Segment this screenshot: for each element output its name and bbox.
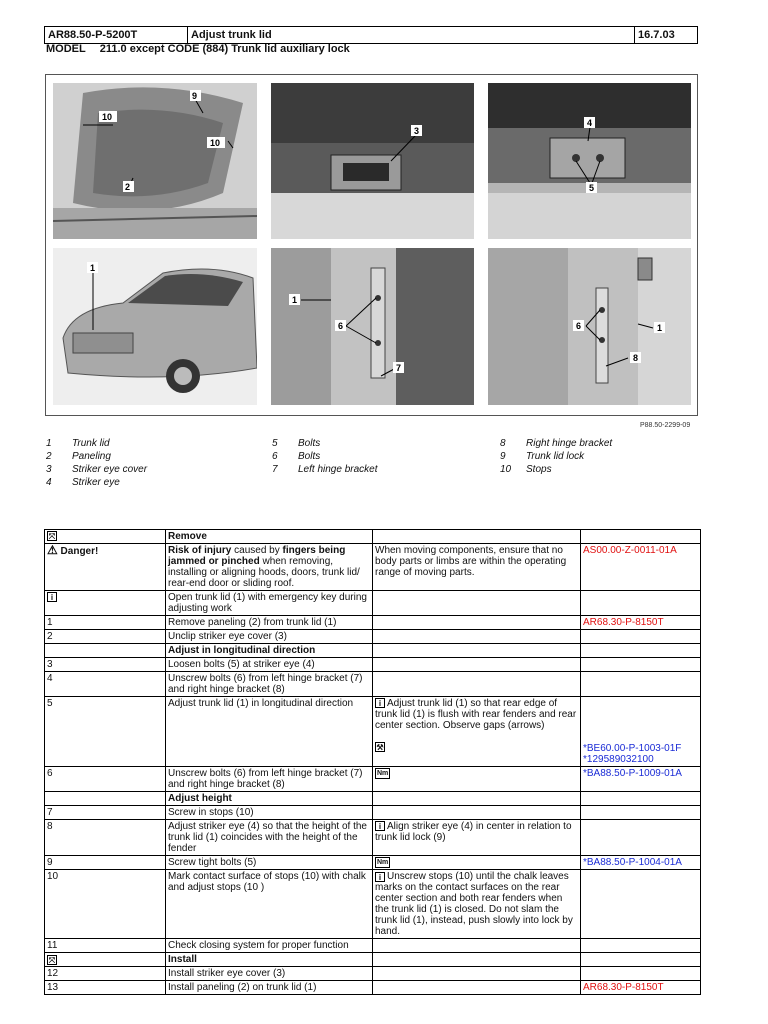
legend-col-2 bbox=[272, 438, 378, 477]
table-row: 12 Install striker eye cover (3) bbox=[45, 967, 701, 981]
legend-col-1 bbox=[46, 438, 147, 490]
photo-car-rear bbox=[53, 248, 257, 405]
figure-id: P88.50-2299-09 bbox=[640, 422, 691, 429]
p3-callout-4: 4 bbox=[587, 118, 593, 128]
ref-link[interactable]: *BE60.00-P-1003-01F bbox=[583, 743, 682, 754]
p1-callout-10b: 10 bbox=[210, 138, 221, 148]
ref-link[interactable]: *BA88.50-P-1009-01A bbox=[581, 767, 701, 792]
legend-item: 10 Stops bbox=[500, 464, 552, 475]
table-row: ⚠ Danger! Risk of injury caused by fingers being jammed or pinched when removing, installing or aligning hoods, doors, trunk lid/ rear-end door or sliding roof. When moving components, ensure that no body parts or limbs are within the operating range of moving parts. AS00.00-Z-0011-01A bbox=[45, 544, 701, 591]
install-icon: ⤧ bbox=[48, 955, 56, 965]
photo-striker-eye bbox=[488, 83, 691, 239]
p6-callout-6: 6 bbox=[576, 321, 582, 331]
info-icon: i bbox=[47, 592, 57, 602]
legend-item: 9 Trunk lid lock bbox=[500, 451, 585, 462]
danger-note: When moving components, ensure that no body parts or limbs are within the operating range of moving parts. bbox=[373, 544, 581, 591]
table-row: 11 Check closing system for proper function bbox=[45, 939, 701, 953]
photo-right-hinge bbox=[488, 248, 691, 405]
section-heading-remove: Remove bbox=[166, 530, 373, 544]
doc-title: Adjust trunk lid bbox=[188, 27, 635, 44]
legend-item: 3 Striker eye cover bbox=[46, 464, 148, 475]
document-header bbox=[44, 26, 698, 44]
table-row bbox=[45, 953, 701, 967]
legend-item: 8 Right hinge bracket bbox=[500, 438, 613, 449]
info-icon: i bbox=[375, 821, 385, 831]
model-text: 211.0 except CODE (884) Trunk lid auxiliary lock bbox=[99, 43, 350, 55]
p1-callout-10a: 10 bbox=[102, 112, 113, 122]
table-row bbox=[45, 792, 701, 806]
p2-callout-3: 3 bbox=[414, 126, 420, 136]
procedure-table bbox=[44, 529, 701, 995]
p1-callout-9: 9 bbox=[192, 91, 198, 101]
section-heading-height: Adjust height bbox=[166, 792, 373, 806]
p4-callout-1: 1 bbox=[90, 263, 96, 273]
p5-callout-6: 6 bbox=[338, 321, 344, 331]
section-heading-install: Install bbox=[166, 953, 373, 967]
table-row: 6 Unscrew bolts (6) from left hinge bracket (7) and right hinge bracket (8) Nm *BA88.50-P-1009-01A bbox=[45, 767, 701, 792]
legend-item: 2 Paneling bbox=[46, 451, 111, 462]
table-row: 10 Mark contact surface of stops (10) with chalk and adjust stops (10 ) i Unscrew stops (10) until the chalk leaves marks on the contact surfaces on the rear center section and both rear fenders when the trunk lid (1) is closed. Do not slam the trunk lid (1), instead, push slowly into lock by hand. bbox=[45, 870, 701, 939]
table-row: 3 Loosen bolts (5) at striker eye (4) bbox=[45, 658, 701, 672]
doc-date: 16.7.03 bbox=[635, 27, 698, 44]
p6-callout-1: 1 bbox=[657, 323, 663, 333]
table-row: 9 Screw tight bolts (5) Nm *BA88.50-P-1004-01A bbox=[45, 856, 701, 870]
table-row: 1 Remove paneling (2) from trunk lid (1) AR68.30-P-8150T bbox=[45, 616, 701, 630]
torque-icon: Nm bbox=[377, 859, 389, 866]
ref-link[interactable]: AR68.30-P-8150T bbox=[581, 981, 701, 995]
section-heading-longitudinal: Adjust in longitudinal direction bbox=[166, 644, 373, 658]
table-row: 13 Install paneling (2) on trunk lid (1) AR68.30-P-8150T bbox=[45, 981, 701, 995]
legend-item: 5 Bolts bbox=[272, 438, 321, 449]
tool-icon: ⚒ bbox=[376, 743, 384, 753]
photo-trunk-lid-open bbox=[53, 83, 257, 239]
legend-item: 4 Striker eye bbox=[46, 477, 120, 488]
ref-link[interactable]: AR68.30-P-8150T bbox=[581, 616, 701, 630]
model-line bbox=[46, 43, 364, 55]
danger-ref-link[interactable]: AS00.00-Z-0011-01A bbox=[581, 544, 701, 591]
p6-callout-8: 8 bbox=[633, 353, 639, 363]
legend-item: 7 Left hinge bracket bbox=[272, 464, 378, 475]
p3-callout-5: 5 bbox=[589, 183, 595, 193]
table-row: i Open trunk lid (1) with emergency key during adjusting work bbox=[45, 591, 701, 616]
legend-col-3 bbox=[500, 438, 612, 477]
table-row: 4 Unscrew bolts (6) from left hinge bracket (7) and right hinge bracket (8) bbox=[45, 672, 701, 697]
table-row bbox=[45, 530, 701, 544]
p5-callout-7: 7 bbox=[396, 363, 402, 373]
danger-label: Danger! bbox=[60, 546, 99, 557]
remove-icon: ⤧ bbox=[48, 532, 56, 542]
p5-callout-1: 1 bbox=[292, 295, 298, 305]
p1-callout-2: 2 bbox=[125, 182, 131, 192]
ref-link[interactable]: *BA88.50-P-1004-01A bbox=[581, 856, 701, 870]
photo-left-hinge bbox=[271, 248, 474, 405]
info-icon: i bbox=[375, 698, 385, 708]
table-row: 2 Unclip striker eye cover (3) bbox=[45, 630, 701, 644]
torque-icon: Nm bbox=[377, 770, 389, 777]
ref-link[interactable]: *129589032100 bbox=[583, 754, 654, 765]
table-row: 8 Adjust striker eye (4) so that the height of the trunk lid (1) coincides with the height of the fender i Align striker eye (4) in center in relation to trunk lid lock (9) bbox=[45, 820, 701, 856]
legend-item: 1 Trunk lid bbox=[46, 438, 110, 449]
table-row bbox=[45, 644, 701, 658]
legend-item: 6 Bolts bbox=[272, 451, 321, 462]
photo-striker-cover bbox=[271, 83, 474, 239]
doc-id: AR88.50-P-5200T bbox=[45, 27, 188, 44]
figure-panel bbox=[45, 74, 698, 416]
warning-triangle-icon: ⚠ bbox=[47, 543, 58, 557]
table-row: 5 Adjust trunk lid (1) in longitudinal direction i Adjust trunk lid (1) so that rear edge of trunk lid (1) is flush with rear fenders and rear center section. Observe gaps (arrows) ⚒ *BE60.00-P-1003-01F *129589032100 bbox=[45, 697, 701, 767]
model-label: MODEL bbox=[46, 43, 86, 55]
info-icon: i bbox=[375, 872, 385, 882]
table-row: 7 Screw in stops (10) bbox=[45, 806, 701, 820]
